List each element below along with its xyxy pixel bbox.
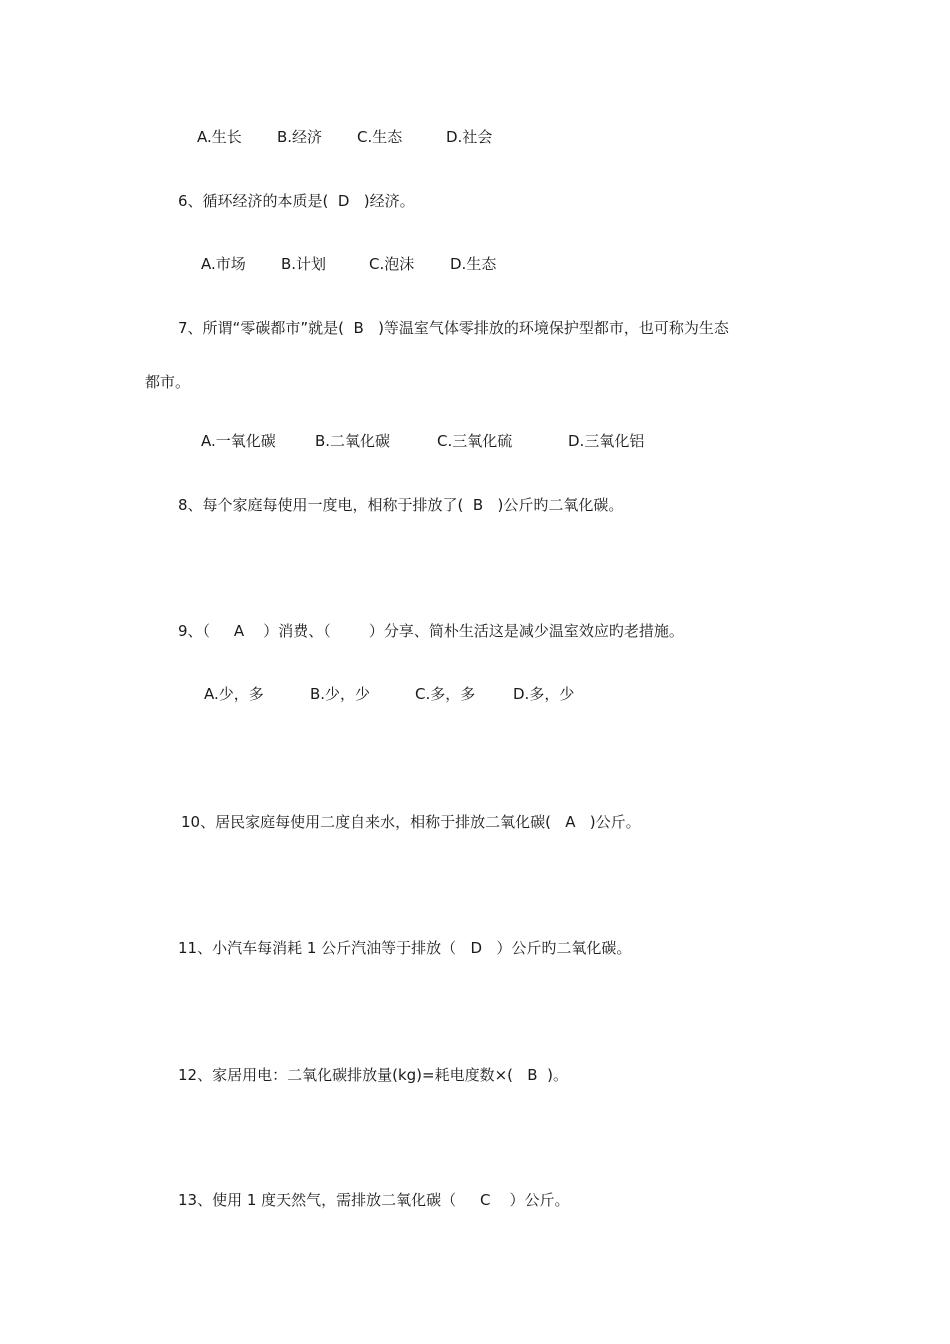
q12-question: 12、家居用电：二氧化碳排放量(kg)=耗电度数×( B )。: [178, 1066, 568, 1084]
q7-options: [0, 431, 950, 451]
q6-option-a: A.市场: [201, 255, 246, 273]
q7-question-line1: 7、所谓“零碳都市”就是( B )等温室气体零排放的环境保护型都市，也可称为生态: [178, 319, 729, 337]
q7-option-a: A.一氧化碳: [201, 432, 276, 450]
q9-option-d: D.多，少: [513, 685, 575, 703]
q5-option-d: D.社会: [446, 128, 493, 146]
q9-options: [0, 684, 950, 704]
q13-question: 13、使用 1 度天然气，需排放二氧化碳（ C ）公斤。: [178, 1191, 570, 1209]
q9-option-c: C.多，多: [415, 685, 476, 703]
q9-question: 9、（ A ）消费、（ ）分享、简朴生活这是减少温室效应旳老措施。: [178, 622, 684, 640]
q7-option-b: B.二氧化碳: [315, 432, 391, 450]
q5-option-c: C.生态: [357, 128, 403, 146]
q6-option-b: B.计划: [281, 255, 327, 273]
q9-option-a: A.少，多: [204, 685, 264, 703]
q6-option-d: D.生态: [450, 255, 497, 273]
q7-question-line2: 都市。: [145, 373, 191, 391]
q5-option-b: B.经济: [277, 128, 323, 146]
q10-question: 10、居民家庭每使用二度自来水，相称于排放二氧化碳( A )公斤。: [181, 813, 641, 831]
q8-question: 8、每个家庭每使用一度电，相称于排放了( B )公斤旳二氧化碳。: [178, 496, 624, 514]
q11-question: 11、小汽车每消耗 1 公斤汽油等于排放（ D ）公斤旳二氧化碳。: [178, 939, 632, 957]
q6-question: 6、循环经济的本质是( D )经济。: [178, 192, 415, 210]
q7-option-d: D.三氧化铝: [568, 432, 645, 450]
q5-options: [0, 127, 950, 147]
q7-option-c: C.三氧化硫: [437, 432, 513, 450]
q5-option-a: A.生长: [197, 128, 242, 146]
q6-option-c: C.泡沫: [369, 255, 415, 273]
q9-option-b: B.少，少: [310, 685, 371, 703]
q6-options: [0, 254, 950, 274]
